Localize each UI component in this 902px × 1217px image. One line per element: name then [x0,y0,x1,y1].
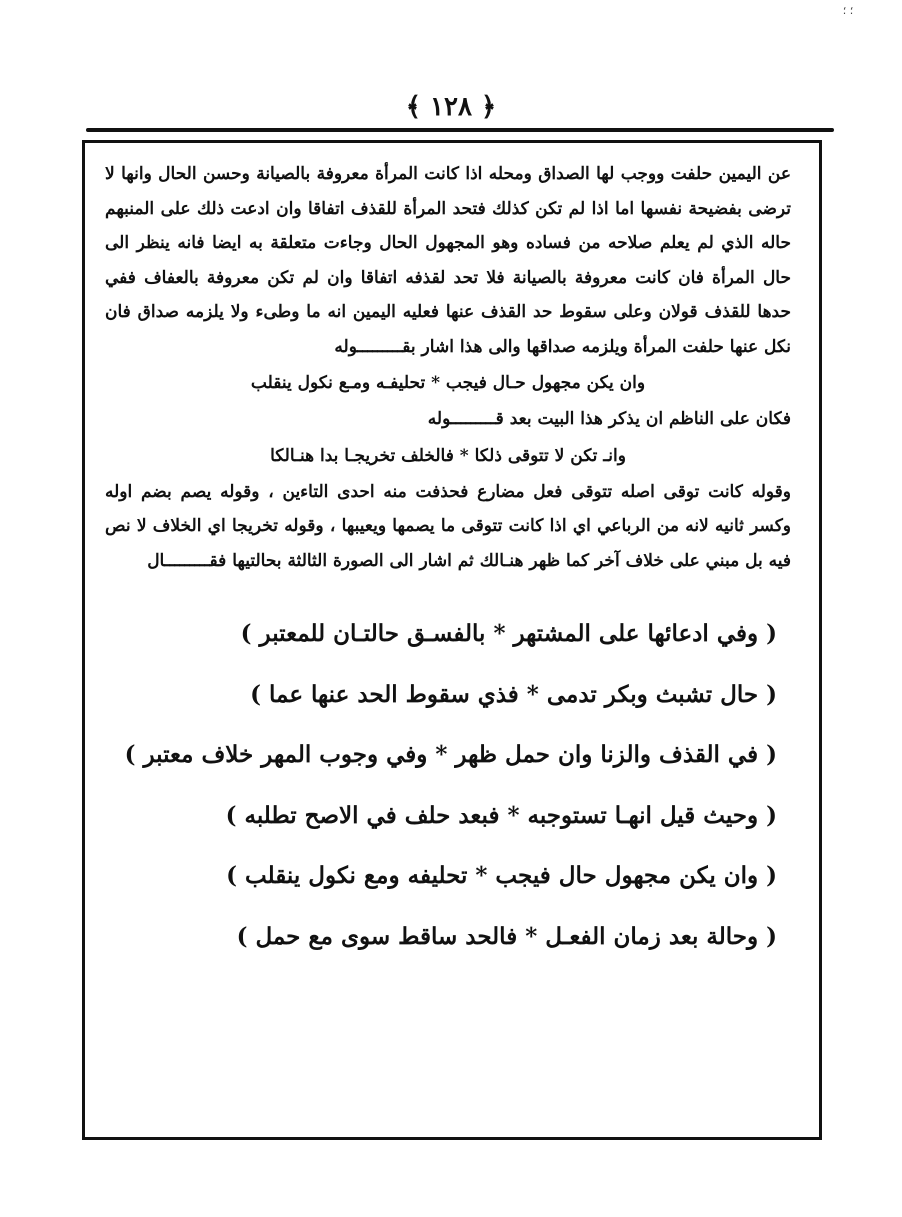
poem-line: ( حال تشبث وبكر تدمى * فذي سقوط الحد عنها عما ) [250,680,777,708]
poem [105,604,791,967]
poem-line: ( في القذف والزنا وان حمل ظهر * وفي وجوب المهر خلاف معتبر ) [124,741,777,768]
poem-line: ( وفي ادعائها على المشتهر * بالفسـق حالتـان للمعتبر ) [240,620,777,647]
verse-2: وانـ تكن لا تتوقى ذلكا * فالخلف تخريجـا بدا هنـالكا [270,445,626,466]
page-frame [82,140,822,1140]
corner-mark: ؛ ؛ [842,4,854,17]
poem-line: ( وحيث قيل انهـا تستوجبه * فبعد حلف في الاصح تطلبه ) [225,801,777,829]
paragraph-1: عن اليمين حلفت ووجب لها الصداق ومحله اذا كانت المرأة معروفة بالصيانة وحسن الحال وانها لا ترضى بفضيحة نفسها اما اذا لم تكن كذلك فتحد المرأة للقذف اتفاقا وان ادعت ذلك على المنبهم حاله الذي لم يعلم صلاحه من فساده وهو المجهول الحال وجاءت متعلقة به ايضا فانه ينظر الى حال المرأة فان كانت معروفة بالصيانة فلا تحد لقذفه اتفاقا وان لم تكن معروفة بالعفاف ففي حدها للقذف قولان وعلى سقوط حد القذف عنها فعليه اليمين انه ما وطىء ولا يلزمه صداق فان نكل عنها حلفت المرأة ويلزمه صداقها والى هذا اشار بقـــــــــوله [105,164,791,357]
top-rule [86,128,834,132]
poem-line: ( وحالة بعد زمان الفعـل * فالحد ساقط سوى مع حمل ) [236,922,777,950]
page-number: ﴿ ١٢٨ ﴾ [405,92,497,122]
verse-1: وان يكن مجهول حـال فيجب * تحليفـه ومـع نكول ينقلب [250,373,646,393]
poem-line: ( وان يكن مجهول حال فيجب * تحليفه ومع نكول ينقلب ) [226,862,777,889]
paragraph-3: وقوله كانت توقى اصله تتوقى فعل مضارع فحذفت منه احدى التاءين ، وقوله يصم بضم اوله وكسر ثانيه لانه من الرباعي اي اذا كانت تتوقى ما يصمها ويعيبها ، وقوله تخريجا اي الخلاف لا نص فيه بل مبني على خلاف آخر كما ظهر هنـالك ثم اشار الى الصورة الثالثة بحالتيها فقـــــــــال [105,481,791,571]
paragraph-2: فكان على الناظم ان يذكر هذا البيت بعد قـــــــــوله [427,409,791,429]
